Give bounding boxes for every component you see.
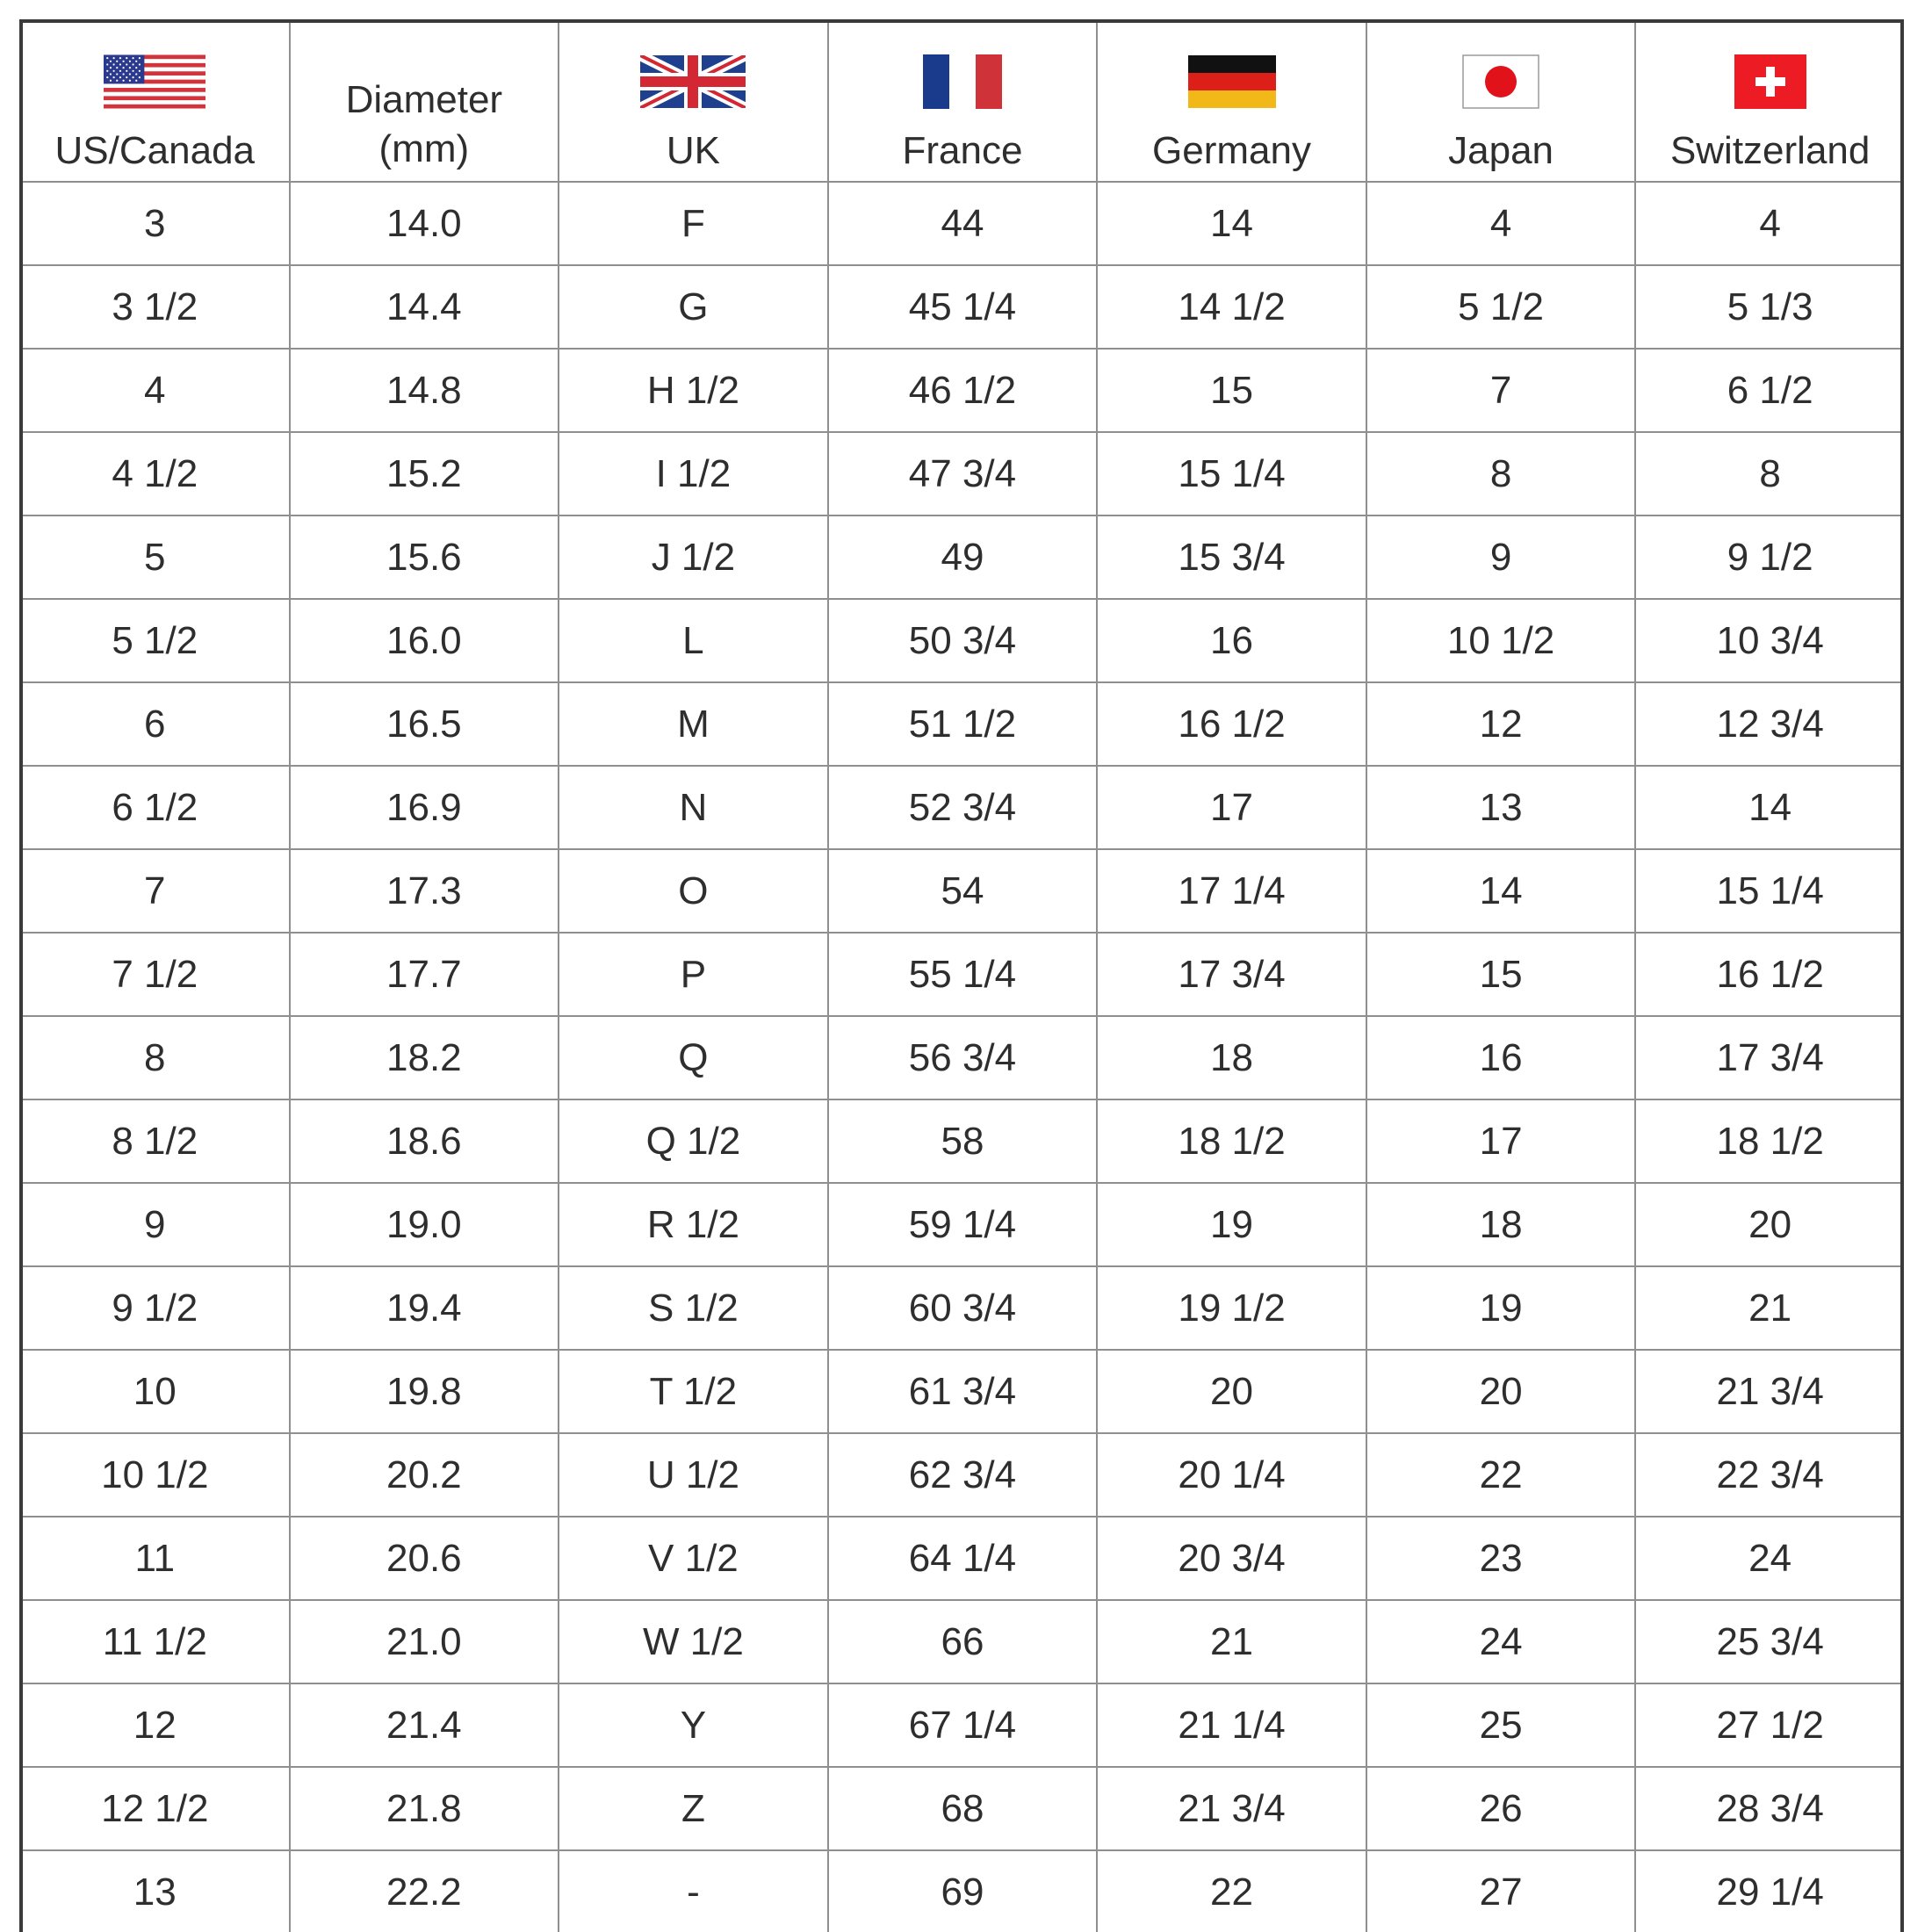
cell-germany: 20 1/4	[1097, 1433, 1366, 1517]
cell-japan: 7	[1366, 349, 1636, 432]
cell-switzerland: 17 3/4	[1635, 1016, 1904, 1099]
table-row	[20, 515, 1904, 599]
header-label: US/Canada	[54, 129, 256, 172]
cell-switzerland: 5 1/3	[1635, 265, 1904, 349]
cell-uk: I 1/2	[559, 432, 828, 515]
cell-france: 45 1/4	[828, 265, 1098, 349]
cell-japan: 23	[1366, 1517, 1636, 1600]
cell-japan: 27	[1366, 1850, 1636, 1932]
cell-switzerland: 12 3/4	[1635, 682, 1904, 766]
cell-germany: 18	[1097, 1016, 1366, 1099]
cell-us-canada: 10	[20, 1350, 290, 1433]
cell-france: 60 3/4	[828, 1266, 1098, 1350]
cell-germany: 17	[1097, 766, 1366, 849]
table-row	[20, 1517, 1904, 1600]
cell-japan: 8	[1366, 432, 1636, 515]
cell-diameter-mm: 20.6	[290, 1517, 559, 1600]
cell-japan: 5 1/2	[1366, 265, 1636, 349]
cell-switzerland: 20	[1635, 1183, 1904, 1266]
table-row	[20, 349, 1904, 432]
cell-uk: F	[559, 182, 828, 265]
cell-japan: 18	[1366, 1183, 1636, 1266]
cell-germany: 15 3/4	[1097, 515, 1366, 599]
cell-france: 66	[828, 1600, 1098, 1683]
cell-us-canada: 3	[20, 182, 290, 265]
cell-japan: 25	[1366, 1683, 1636, 1767]
cell-japan: 17	[1366, 1099, 1636, 1183]
cell-uk: N	[559, 766, 828, 849]
header-label: Germany	[1152, 129, 1311, 172]
cell-uk: P	[559, 933, 828, 1016]
cell-uk: V 1/2	[559, 1517, 828, 1600]
header-japan	[1366, 20, 1636, 182]
table-row	[20, 1683, 1904, 1767]
cell-france: 49	[828, 515, 1098, 599]
cell-japan: 16	[1366, 1016, 1636, 1099]
table-row	[20, 933, 1904, 1016]
cell-diameter-mm: 14.0	[290, 182, 559, 265]
table-row	[20, 182, 1904, 265]
header-label: Switzerland	[1669, 129, 1871, 172]
cell-us-canada: 12	[20, 1683, 290, 1767]
table-row	[20, 1433, 1904, 1517]
cell-japan: 9	[1366, 515, 1636, 599]
japan-flag-icon	[1462, 54, 1539, 109]
cell-germany: 18 1/2	[1097, 1099, 1366, 1183]
cell-japan: 22	[1366, 1433, 1636, 1517]
cell-us-canada: 4	[20, 349, 290, 432]
cell-france: 55 1/4	[828, 933, 1098, 1016]
table-row	[20, 599, 1904, 682]
cell-uk: Y	[559, 1683, 828, 1767]
cell-france: 56 3/4	[828, 1016, 1098, 1099]
table-row	[20, 1350, 1904, 1433]
cell-switzerland: 9 1/2	[1635, 515, 1904, 599]
cell-france: 50 3/4	[828, 599, 1098, 682]
cell-japan: 4	[1366, 182, 1636, 265]
cell-diameter-mm: 21.8	[290, 1767, 559, 1850]
table-row	[20, 682, 1904, 766]
ring-size-table-frame	[19, 19, 1904, 1932]
table-row	[20, 766, 1904, 849]
cell-switzerland: 10 3/4	[1635, 599, 1904, 682]
cell-diameter-mm: 21.4	[290, 1683, 559, 1767]
cell-france: 58	[828, 1099, 1098, 1183]
header-switzerland	[1635, 20, 1904, 182]
cell-us-canada: 4 1/2	[20, 432, 290, 515]
header-us-canada	[20, 20, 290, 182]
cell-diameter-mm: 16.9	[290, 766, 559, 849]
cell-germany: 21	[1097, 1600, 1366, 1683]
cell-uk: Q	[559, 1016, 828, 1099]
cell-uk: S 1/2	[559, 1266, 828, 1350]
cell-us-canada: 6 1/2	[20, 766, 290, 849]
cell-france: 47 3/4	[828, 432, 1098, 515]
table-row	[20, 849, 1904, 933]
table-row	[20, 1600, 1904, 1683]
cell-diameter-mm: 19.0	[290, 1183, 559, 1266]
cell-japan: 24	[1366, 1600, 1636, 1683]
cell-france: 59 1/4	[828, 1183, 1098, 1266]
cell-switzerland: 14	[1635, 766, 1904, 849]
cell-france: 46 1/2	[828, 349, 1098, 432]
cell-germany: 14 1/2	[1097, 265, 1366, 349]
header-diameter	[290, 20, 559, 182]
cell-switzerland: 8	[1635, 432, 1904, 515]
cell-us-canada: 7	[20, 849, 290, 933]
header-label: Japan	[1448, 129, 1554, 172]
cell-uk: Z	[559, 1767, 828, 1850]
cell-japan: 15	[1366, 933, 1636, 1016]
cell-germany: 15 1/4	[1097, 432, 1366, 515]
cell-japan: 20	[1366, 1350, 1636, 1433]
cell-diameter-mm: 15.6	[290, 515, 559, 599]
cell-diameter-mm: 16.0	[290, 599, 559, 682]
cell-us-canada: 12 1/2	[20, 1767, 290, 1850]
cell-germany: 21 1/4	[1097, 1683, 1366, 1767]
germany-flag-icon	[1188, 54, 1276, 109]
table-row	[20, 1767, 1904, 1850]
cell-france: 68	[828, 1767, 1098, 1850]
france-flag-icon	[923, 54, 1002, 109]
cell-us-canada: 3 1/2	[20, 265, 290, 349]
cell-germany: 20	[1097, 1350, 1366, 1433]
cell-france: 51 1/2	[828, 682, 1098, 766]
cell-uk: -	[559, 1850, 828, 1932]
cell-us-canada: 8 1/2	[20, 1099, 290, 1183]
cell-germany: 17 3/4	[1097, 933, 1366, 1016]
header-france	[828, 20, 1098, 182]
cell-diameter-mm: 16.5	[290, 682, 559, 766]
cell-diameter-mm: 15.2	[290, 432, 559, 515]
table-row	[20, 1183, 1904, 1266]
cell-france: 62 3/4	[828, 1433, 1098, 1517]
cell-germany: 19 1/2	[1097, 1266, 1366, 1350]
table-row	[20, 1266, 1904, 1350]
cell-switzerland: 28 3/4	[1635, 1767, 1904, 1850]
uk-flag-icon	[640, 54, 746, 109]
table-header-row	[20, 20, 1904, 182]
us-flag-icon	[104, 54, 205, 109]
cell-us-canada: 10 1/2	[20, 1433, 290, 1517]
cell-japan: 14	[1366, 849, 1636, 933]
header-label-unit: (mm)	[378, 127, 470, 170]
cell-germany: 20 3/4	[1097, 1517, 1366, 1600]
cell-uk: U 1/2	[559, 1433, 828, 1517]
cell-uk: T 1/2	[559, 1350, 828, 1433]
ring-size-conversion-table	[19, 19, 1904, 1932]
cell-switzerland: 15 1/4	[1635, 849, 1904, 933]
header-label: UK	[666, 129, 720, 172]
table-row	[20, 1850, 1904, 1932]
cell-switzerland: 21	[1635, 1266, 1904, 1350]
cell-us-canada: 7 1/2	[20, 933, 290, 1016]
cell-uk: Q 1/2	[559, 1099, 828, 1183]
cell-japan: 13	[1366, 766, 1636, 849]
cell-switzerland: 24	[1635, 1517, 1904, 1600]
cell-diameter-mm: 14.8	[290, 349, 559, 432]
cell-us-canada: 11 1/2	[20, 1600, 290, 1683]
cell-uk: O	[559, 849, 828, 933]
cell-switzerland: 18 1/2	[1635, 1099, 1904, 1183]
cell-us-canada: 11	[20, 1517, 290, 1600]
cell-us-canada: 5	[20, 515, 290, 599]
cell-france: 69	[828, 1850, 1098, 1932]
cell-japan: 12	[1366, 682, 1636, 766]
cell-switzerland: 22 3/4	[1635, 1433, 1904, 1517]
cell-germany: 21 3/4	[1097, 1767, 1366, 1850]
cell-us-canada: 9 1/2	[20, 1266, 290, 1350]
table-row	[20, 265, 1904, 349]
table-body	[20, 182, 1904, 1932]
cell-japan: 26	[1366, 1767, 1636, 1850]
header-label: Diameter	[345, 78, 503, 121]
header-label: France	[902, 129, 1023, 172]
cell-us-canada: 5 1/2	[20, 599, 290, 682]
header-uk	[559, 20, 828, 182]
cell-germany: 19	[1097, 1183, 1366, 1266]
cell-switzerland: 6 1/2	[1635, 349, 1904, 432]
cell-diameter-mm: 18.6	[290, 1099, 559, 1183]
cell-diameter-mm: 21.0	[290, 1600, 559, 1683]
cell-france: 52 3/4	[828, 766, 1098, 849]
cell-france: 54	[828, 849, 1098, 933]
cell-us-canada: 13	[20, 1850, 290, 1932]
cell-uk: R 1/2	[559, 1183, 828, 1266]
cell-switzerland: 4	[1635, 182, 1904, 265]
cell-uk: G	[559, 265, 828, 349]
cell-diameter-mm: 17.3	[290, 849, 559, 933]
header-germany	[1097, 20, 1366, 182]
cell-switzerland: 21 3/4	[1635, 1350, 1904, 1433]
cell-france: 44	[828, 182, 1098, 265]
cell-uk: M	[559, 682, 828, 766]
cell-diameter-mm: 19.4	[290, 1266, 559, 1350]
cell-us-canada: 6	[20, 682, 290, 766]
switzerland-flag-icon	[1734, 54, 1806, 109]
table-row	[20, 432, 1904, 515]
cell-switzerland: 29 1/4	[1635, 1850, 1904, 1932]
cell-diameter-mm: 19.8	[290, 1350, 559, 1433]
cell-germany: 15	[1097, 349, 1366, 432]
cell-diameter-mm: 20.2	[290, 1433, 559, 1517]
cell-switzerland: 16 1/2	[1635, 933, 1904, 1016]
cell-france: 61 3/4	[828, 1350, 1098, 1433]
cell-uk: H 1/2	[559, 349, 828, 432]
table-row	[20, 1099, 1904, 1183]
cell-diameter-mm: 22.2	[290, 1850, 559, 1932]
cell-germany: 16 1/2	[1097, 682, 1366, 766]
cell-japan: 19	[1366, 1266, 1636, 1350]
cell-germany: 14	[1097, 182, 1366, 265]
table-row	[20, 1016, 1904, 1099]
cell-us-canada: 9	[20, 1183, 290, 1266]
cell-uk: W 1/2	[559, 1600, 828, 1683]
cell-germany: 16	[1097, 599, 1366, 682]
cell-japan: 10 1/2	[1366, 599, 1636, 682]
cell-uk: L	[559, 599, 828, 682]
cell-germany: 17 1/4	[1097, 849, 1366, 933]
cell-diameter-mm: 18.2	[290, 1016, 559, 1099]
cell-uk: J 1/2	[559, 515, 828, 599]
cell-switzerland: 25 3/4	[1635, 1600, 1904, 1683]
cell-switzerland: 27 1/2	[1635, 1683, 1904, 1767]
cell-germany: 22	[1097, 1850, 1366, 1932]
cell-france: 64 1/4	[828, 1517, 1098, 1600]
cell-us-canada: 8	[20, 1016, 290, 1099]
cell-france: 67 1/4	[828, 1683, 1098, 1767]
cell-diameter-mm: 14.4	[290, 265, 559, 349]
cell-diameter-mm: 17.7	[290, 933, 559, 1016]
